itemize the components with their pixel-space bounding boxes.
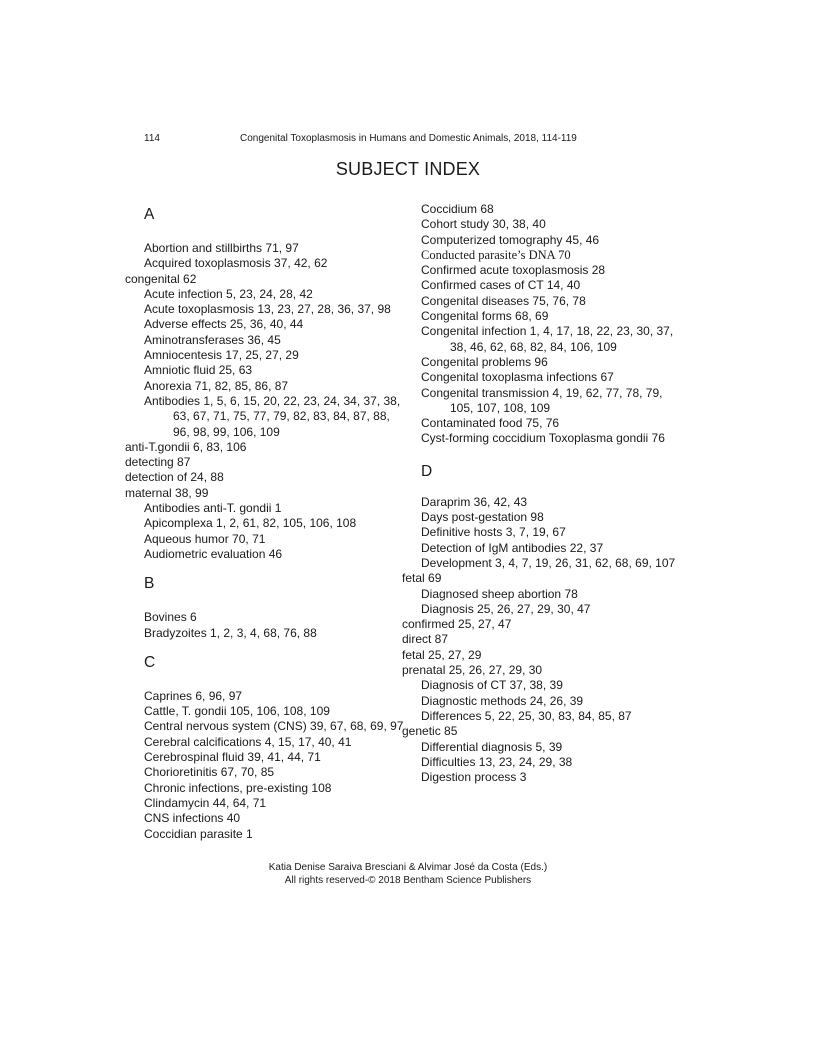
index-entry: Cerebrospinal fluid 39, 41, 44, 71: [144, 750, 321, 765]
index-entry: Cohort study 30, 38, 40: [421, 217, 546, 232]
section-letter-d: D: [421, 462, 433, 480]
index-entry: Congenital toxoplasma infections 67: [421, 370, 614, 385]
index-entry: Abortion and stillbirths 71, 97: [144, 241, 299, 255]
index-entry: Bradyzoites 1, 2, 3, 4, 68, 76, 88: [144, 625, 317, 640]
index-entry: Definitive hosts 3, 7, 19, 67: [421, 525, 566, 540]
index-entry: Detection of IgM antibodies 22, 37: [421, 540, 604, 555]
index-entry: Cyst-forming coccidium Toxoplasma gondii 76: [421, 431, 665, 446]
section-letter-b: B: [144, 575, 155, 593]
index-entry: Confirmed cases of CT 14, 40: [421, 278, 581, 293]
index-entry: Development 3, 4, 7, 19, 26, 31, 62, 68, 69, 107: [421, 555, 676, 570]
index-entry: Adverse effects 25, 36, 40, 44: [144, 317, 304, 332]
index-entry: Anorexia 71, 82, 85, 86, 87: [144, 378, 289, 393]
index-entry: Chronic infections, pre-existing 108: [144, 780, 332, 795]
index-entry: Congenital forms 68, 69: [421, 309, 549, 324]
section-letter-a: A: [144, 206, 155, 223]
index-entry: Acute toxoplasmosis 13, 23, 27, 28, 36, 37, 98: [144, 302, 391, 317]
index-entry: Congenital transmission 4, 19, 62, 77, 78, 79, 105, 107, 108, 109: [421, 385, 663, 415]
index-entry: Congenital problems 96: [421, 354, 548, 369]
index-entry: Central nervous system (CNS) 39, 67, 68, 69, 97: [144, 719, 404, 734]
index-entry: CNS infections 40: [144, 811, 241, 826]
index-entry: Computerized tomography 45, 46: [421, 232, 600, 247]
index-entry: Acute infection 5, 23, 24, 28, 42: [144, 286, 313, 301]
index-entry: Caprines 6, 96, 97: [144, 688, 243, 703]
section-letter-c: C: [144, 653, 156, 671]
index-entry: Antibodies anti-T. gondii 1: [144, 501, 282, 516]
index-entry: Cattle, T. gondii 105, 106, 108, 109: [144, 704, 330, 719]
index-subentry: fetal 25, 27, 29: [402, 647, 482, 662]
index-entry: Diagnosis 25, 26, 27, 29, 30, 47: [421, 601, 591, 616]
index-entry: Coccidian parasite 1: [144, 826, 253, 841]
index-entry: Coccidium 68: [421, 202, 494, 216]
index-entry: Clindamycin 44, 64, 71: [144, 795, 267, 810]
index-entry: Aqueous humor 70, 71: [144, 531, 266, 546]
index-subentry: confirmed 25, 27, 47: [402, 617, 512, 632]
index-entry: Daraprim 36, 42, 43: [421, 494, 528, 509]
index-list-d: [402, 494, 681, 786]
index-subentry: genetic 85: [402, 724, 458, 739]
index-subentry: direct 87: [402, 632, 449, 647]
index-list-a: [125, 241, 404, 562]
index-list-c-continued: [421, 202, 681, 447]
index-entry: Cerebral calcifications 4, 15, 17, 40, 41: [144, 734, 352, 749]
index-subentry: prenatal 25, 26, 27, 29, 30: [402, 663, 543, 678]
footer-editors: Katia Denise Saraiva Bresciani & Alvimar José da Costa (Eds.): [268, 862, 548, 873]
index-entry: Amniotic fluid 25, 63: [144, 363, 253, 378]
index-subentry: congenital 62: [125, 271, 197, 286]
index-entry: Contaminated food 75, 76: [421, 416, 560, 431]
index-entry: Amniocentesis 17, 25, 27, 29: [144, 348, 299, 363]
index-subentry: fetal 69: [402, 571, 442, 586]
index-entry: Diagnosed sheep abortion 78: [421, 586, 578, 601]
index-entry: Antibodies 1, 5, 6, 15, 20, 22, 23, 24, 34, 37, 38, 63, 67, 71, 75, 77, 79, 82, 83, 84, 87, 88, 96, 98, 99, 106, 109: [144, 393, 401, 439]
index-subentry: maternal 38, 99: [125, 485, 209, 500]
index-entry: Acquired toxoplasmosis 37, 42, 62: [144, 256, 328, 271]
index-entry: Differences 5, 22, 25, 30, 83, 84, 85, 87: [421, 708, 632, 723]
index-column-left: [125, 202, 404, 842]
index-entry: Conducted parasite’s DNA 70: [421, 247, 571, 262]
index-entry: Congenital diseases 75, 76, 78: [421, 293, 586, 308]
index-subentry: detection of 24, 88: [125, 470, 224, 485]
index-entry: Difficulties 13, 23, 24, 29, 38: [421, 754, 573, 769]
index-entry: Aminotransferases 36, 45: [144, 332, 281, 347]
index-entry: Confirmed acute toxoplasmosis 28: [421, 263, 606, 278]
index-entry: Diagnosis of CT 37, 38, 39: [421, 678, 563, 693]
index-entry: Chorioretinitis 67, 70, 85: [144, 765, 275, 780]
index-entry: Digestion process 3: [421, 770, 527, 785]
index-subentry: detecting 87: [125, 455, 191, 470]
index-list-c: [144, 689, 404, 842]
footer-rights: All rights reserved-© 2018 Bentham Science Publishers: [284, 875, 532, 886]
index-entry: Bovines 6: [144, 610, 197, 625]
running-head: Congenital Toxoplasmosis in Humans and Domestic Animals, 2018, 114-119: [240, 133, 577, 144]
page-number: 114: [144, 133, 160, 144]
index-subentry: anti-T.gondii 6, 83, 106: [125, 439, 247, 454]
index-entry: Apicomplexa 1, 2, 61, 82, 105, 106, 108: [144, 516, 357, 531]
index-entry: Audiometric evaluation 46: [144, 546, 283, 561]
index-column-right: [402, 202, 681, 785]
page-title: SUBJECT INDEX: [335, 159, 481, 179]
index-entry: Differential diagnosis 5, 39: [421, 739, 563, 754]
index-entry: Diagnostic methods 24, 26, 39: [421, 693, 584, 708]
index-list-b: [144, 610, 404, 641]
index-entry: Days post-gestation 98: [421, 510, 544, 525]
index-entry: Congenital infection 1, 4, 17, 18, 22, 23, 30, 37, 38, 46, 62, 68, 82, 84, 106, 109: [421, 324, 674, 354]
